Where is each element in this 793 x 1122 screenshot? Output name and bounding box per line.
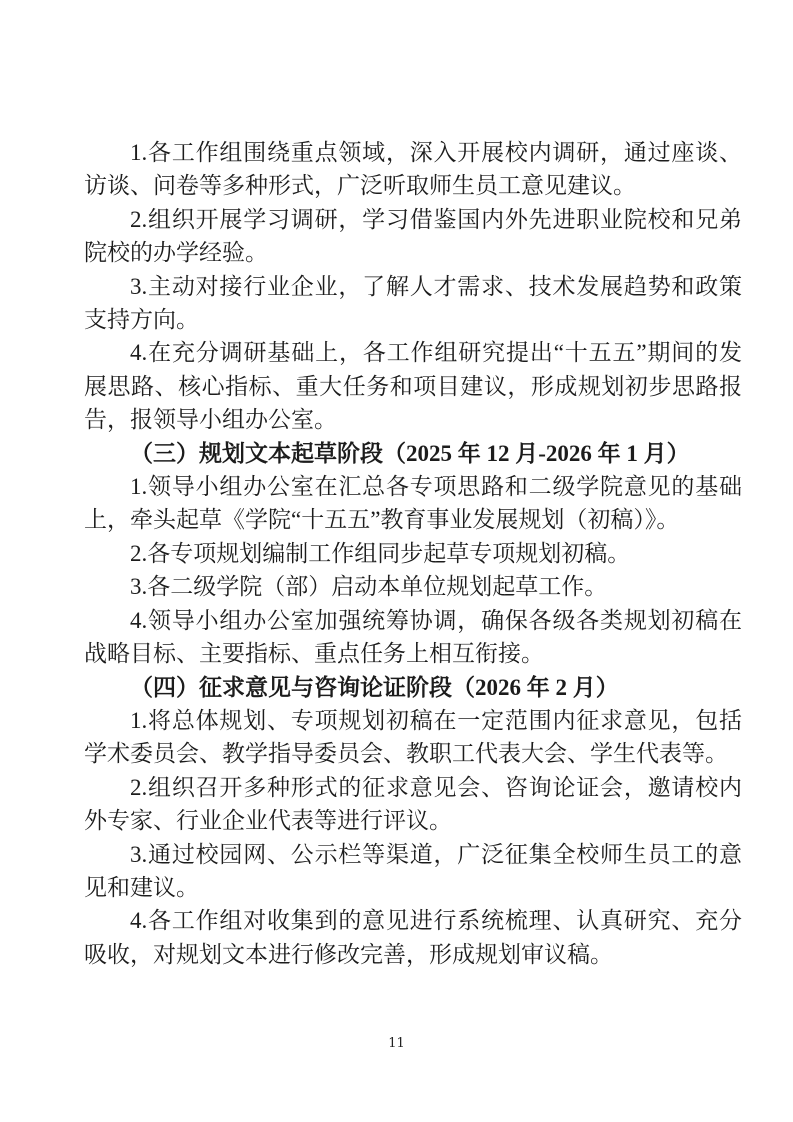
paragraph: 3.通过校园网、公示栏等渠道，广泛征集全校师生员工的意见和建议。 xyxy=(84,841,742,900)
paragraph: 2.各专项规划编制工作组同步起草专项规划初稿。 xyxy=(130,540,631,566)
paragraph: 4.在充分调研基础上，各工作组研究提出“十五五”期间的发展思路、核心指标、重大任务和项目建议，形成规划初步思路报告，报领导小组办公室。 xyxy=(84,340,742,433)
paragraph: 4.各工作组对收集到的意见进行系统梳理、认真研究、充分吸收，对规划文本进行修改完善，形成规划审议稿。 xyxy=(84,908,742,967)
paragraph: 2.组织开展学习调研，学习借鉴国内外先进职业院校和兄弟院校的办学经验。 xyxy=(84,206,742,266)
paragraph: 1.各工作组围绕重点领域，深入开展校内调研，通过座谈、访谈、问卷等多种形式，广泛听取师生员工意见建议。 xyxy=(84,140,742,199)
paragraph: 3.主动对接行业企业，了解人才需求、技术发展趋势和政策支持方向。 xyxy=(84,273,742,333)
paragraph: 4.领导小组办公室加强统筹协调，确保各级各类规划初稿在战略目标、主要指标、重点任务上相互衔接。 xyxy=(84,607,742,667)
paragraph: 3.各二级学院（部）启动本单位规划起草工作。 xyxy=(130,574,608,600)
section-heading: （四）征求意见与咨询论证阶段（2026 年 2 月） xyxy=(130,674,619,700)
paragraph: 1.将总体规划、专项规划初稿在一定范围内征求意见，包括学术委员会、教学指导委员会、教职工代表大会、学生代表等。 xyxy=(84,707,742,767)
document-body xyxy=(84,136,742,971)
paragraph: 2.组织召开多种形式的征求意见会、咨询论证会，邀请校内外专家、行业企业代表等进行评议。 xyxy=(84,774,742,834)
paragraph: 1.领导小组办公室在汇总各专项思路和二级学院意见的基础上，牵头起草《学院“十五五”教育事业发展规划（初稿）》。 xyxy=(84,474,742,533)
section-heading: （三）规划文本起草阶段（2025 年 12 月-2026 年 1 月） xyxy=(130,440,690,466)
page-number: 11 xyxy=(388,1036,405,1051)
page-footer xyxy=(0,1036,793,1051)
